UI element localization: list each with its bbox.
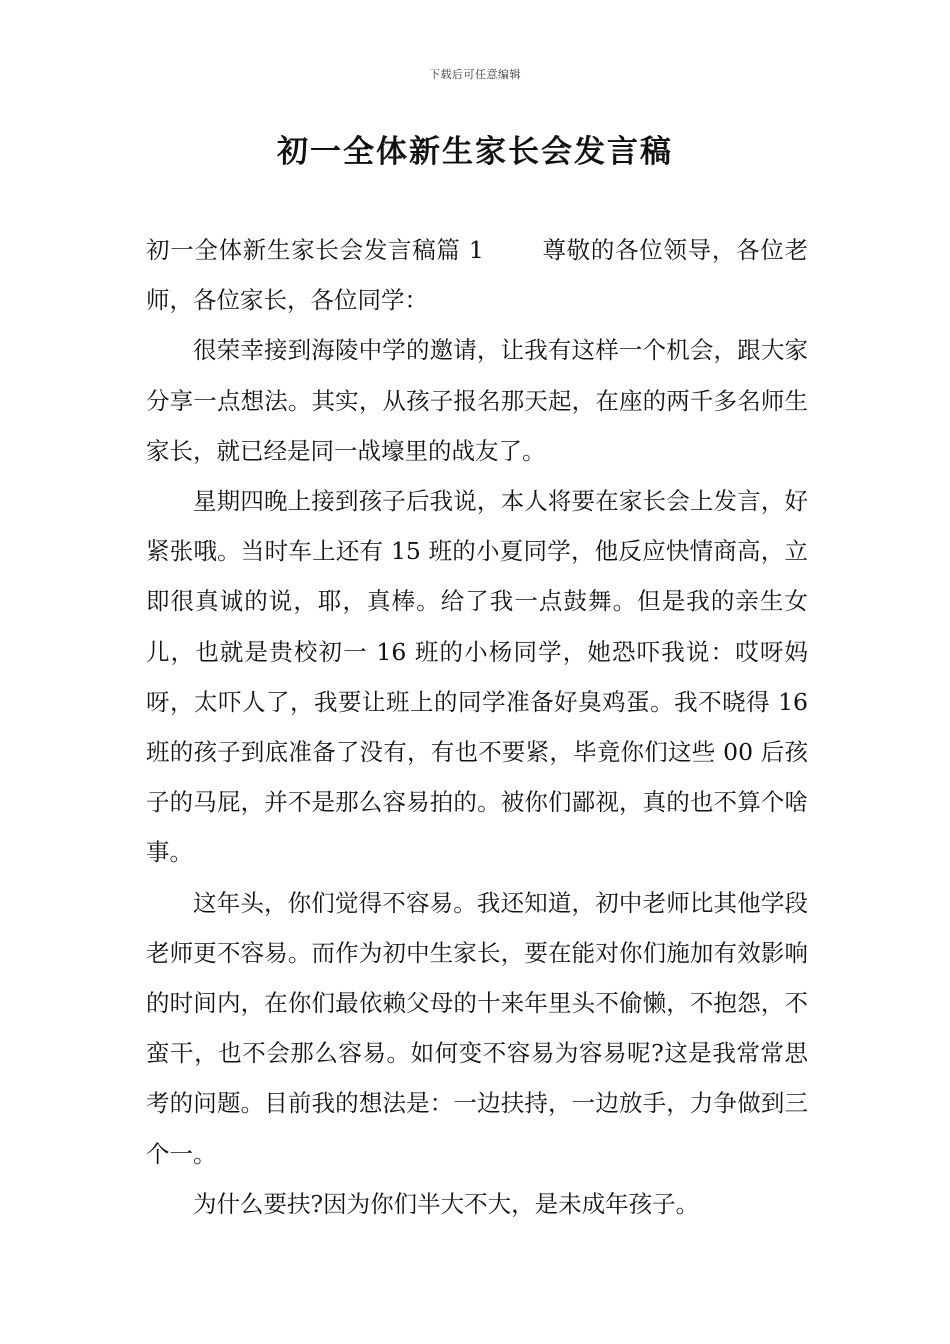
intro-text: 尊敬的各位领导，各位老师，各位家长，各位同学： [146,236,808,315]
intro-heading: 初一全体新生家长会发言稿篇 1 [146,236,484,264]
body-paragraph-1: 很荣幸接到海陵中学的邀请，让我有这样一个机会，跟大家分享一点想法。其实，从孩子报名那天起，在座的两千多名师生家长，就已经是同一战壕里的战友了。 [146,336,808,465]
document-body [146,225,808,1229]
body-paragraph-3: 这年头，你们觉得不容易。我还知道，初中老师比其他学段老师更不容易。而作为初中生家长，要在能对你们施加有效影响的时间内，在你们最依赖父母的十来年里头不偷懒，不抱怨，不蛮干，也不会那么容易。如何变不容易为容易呢?这是我常常思考的问题。目前我的想法是：一边扶持，一边放手，力争做到三个一。 [146,888,808,1168]
body-paragraph-2: 星期四晚上接到孩子后我说，本人将要在家长会上发言，好紧张哦。当时车上还有 15 班的小夏同学，他反应快情商高，立即很真诚的说，耶，真棒。给了我一点鼓舞。但是我的亲生女儿，也就是贵校初一 16 班的小杨同学，她恐吓我说：哎呀妈呀，太吓人了，我要让班上的同学准备好臭鸡蛋。我不晓得 16 班的孩子到底准备了没有，有也不要紧，毕竟你们这些 00 后孩子的马屁，并不是那么容易拍的。被你们鄙视，真的也不算个啥事。 [146,487,808,867]
document-title: 初一全体新生家长会发言稿 [277,134,673,170]
header-note: 下载后可任意编辑 [429,68,521,81]
body-paragraph-4: 为什么要扶?因为你们半大不大，是未成年孩子。 [193,1189,700,1218]
intro-paragraph [146,225,808,325]
